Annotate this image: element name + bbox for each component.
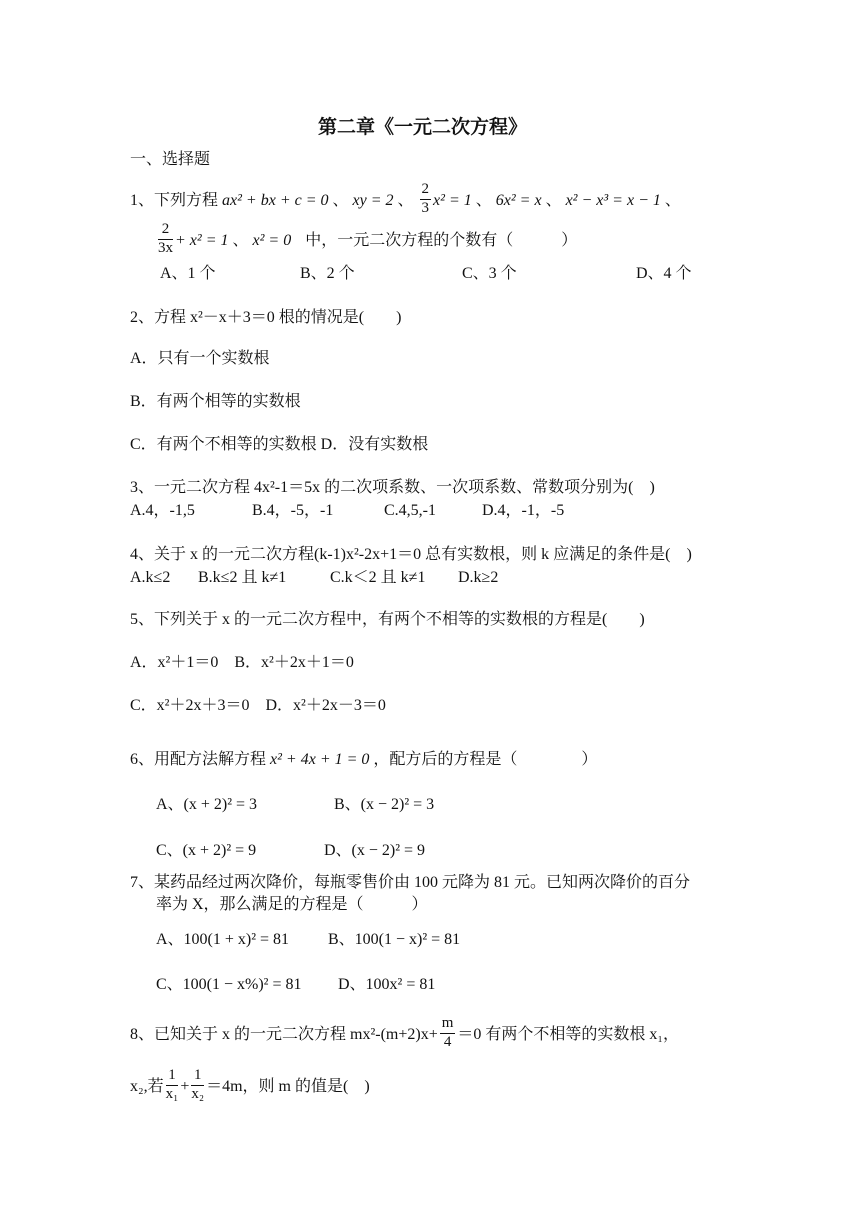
question-2-option-a: A．只有一个实数根 xyxy=(130,350,270,367)
equation: 6x² = x xyxy=(495,191,542,209)
fraction: $\frac{2}{3}$ xyxy=(421,181,430,216)
question-6-stem: 6、用配方法解方程 x² + 4x + 1 = 0 ，配方后的方程是（ ） xyxy=(130,751,598,768)
option-b: B.4，-5，-1 xyxy=(252,502,334,519)
equation: + x² = 1 xyxy=(175,231,229,249)
question-8-line-2: x₂,若 $\frac{1}{\text{x₁}}$ + $\frac{1}{\text{x₂}}$ ＝4m，则 m 的值是( ) xyxy=(130,1067,370,1102)
option-c: C.4,5,-1 xyxy=(384,502,436,519)
question-5-options-ab: A．x²＋1＝0 B．x²＋2x＋1＝0 xyxy=(130,654,354,671)
section-heading: 一、选择题 xyxy=(130,151,211,168)
equation: x² − x³ = x − 1 xyxy=(565,191,661,209)
equation: x² = 1 xyxy=(433,191,472,209)
option-b: B、(x − 2)² = 3 xyxy=(334,796,435,813)
option-d: D.k≥2 xyxy=(458,569,499,586)
option-c: C.k＜2 且 k≠1 xyxy=(330,569,426,586)
question-2-option-cd: C．有两个不相等的实数根 D．没有实数根 xyxy=(130,436,429,453)
question-4-stem: 4、关于 x 的一元二次方程(k-1)x²-2x+1＝0 总有实数根，则 k 应满足的条件是( ) xyxy=(130,546,692,563)
option-a: A、(x + 2)² = 3 xyxy=(156,796,258,813)
question-1-line-1: 1、下列方程 ax² + bx + c = 0 、 xy = 2 、 $\frac{2}{3}$ x² = 1 、 6x² = x 、 x² − x³ = x − 1 、 xyxy=(130,181,681,216)
option-d: D、100x² = 81 xyxy=(338,976,436,993)
option-c: C、100(1 − x%)² = 81 xyxy=(156,976,302,993)
option-b: B.k≤2 且 k≠1 xyxy=(198,569,287,586)
question-3-stem: 3、一元二次方程 4x²-1＝5x 的二次项系数、一次项系数、常数项分别为( ) xyxy=(130,479,655,496)
option-d: D、(x − 2)² = 9 xyxy=(324,842,426,859)
question-2-option-b: B．有两个相等的实数根 xyxy=(130,393,301,410)
option-a: A、100(1 + x)² = 81 xyxy=(156,931,290,948)
option-d: D.4，-1，-5 xyxy=(482,502,565,519)
question-5-options-cd: C．x²＋2x＋3＝0 D．x²＋2x－3＝0 xyxy=(130,697,386,714)
fraction: $\frac{m}{4}$ xyxy=(441,1015,454,1050)
option-d: D、4 个 xyxy=(636,265,692,282)
question-5-stem: 5、下列关于 x 的一元二次方程中，有两个不相等的实数根的方程是( ) xyxy=(130,611,645,628)
equation: x² + 4x + 1 = 0 xyxy=(270,751,370,768)
page-title: 第二章《一元二次方程》 xyxy=(318,116,528,138)
fraction: $\frac{1}{\text{x₁}}$ xyxy=(165,1067,179,1102)
equation: x² = 0 xyxy=(252,231,292,249)
fraction: $\frac{2}{3x}$ xyxy=(158,221,173,256)
question-1-line-2: $\frac{2}{3x}$ + x² = 1 、 x² = 0 中，一元二次方程的个数有（ ） xyxy=(158,221,578,256)
option-b: B、100(1 − x)² = 81 xyxy=(328,931,461,948)
question-7-line-1: 7、某药品经过两次降价，每瓶零售价由 100 元降为 81 元。已知两次降价的百分 xyxy=(130,874,691,891)
option-a: A.4，-1,5 xyxy=(130,502,195,519)
option-b: B、2 个 xyxy=(300,265,355,282)
equation: xy = 2 xyxy=(352,191,394,209)
question-8-line-1: 8、已知关于 x 的一元二次方程 mx²-(m+2)x+ $\frac{m}{4}$ ＝0 有两个不相等的实数根 x₁， xyxy=(130,1015,679,1050)
question-7-line-2: 率为 X，那么满足的方程是（ ） xyxy=(156,896,428,913)
option-a: A、1 个 xyxy=(160,265,216,282)
fraction: $\frac{1}{\text{x₂}}$ xyxy=(191,1067,205,1102)
option-c: C、(x + 2)² = 9 xyxy=(156,842,257,859)
option-c: C、3 个 xyxy=(462,265,517,282)
option-a: A.k≤2 xyxy=(130,569,171,586)
equation: ax² + bx + c = 0 xyxy=(222,191,329,209)
question-2-stem: 2、方程 x²－x＋3＝0 根的情况是( ) xyxy=(130,309,402,326)
